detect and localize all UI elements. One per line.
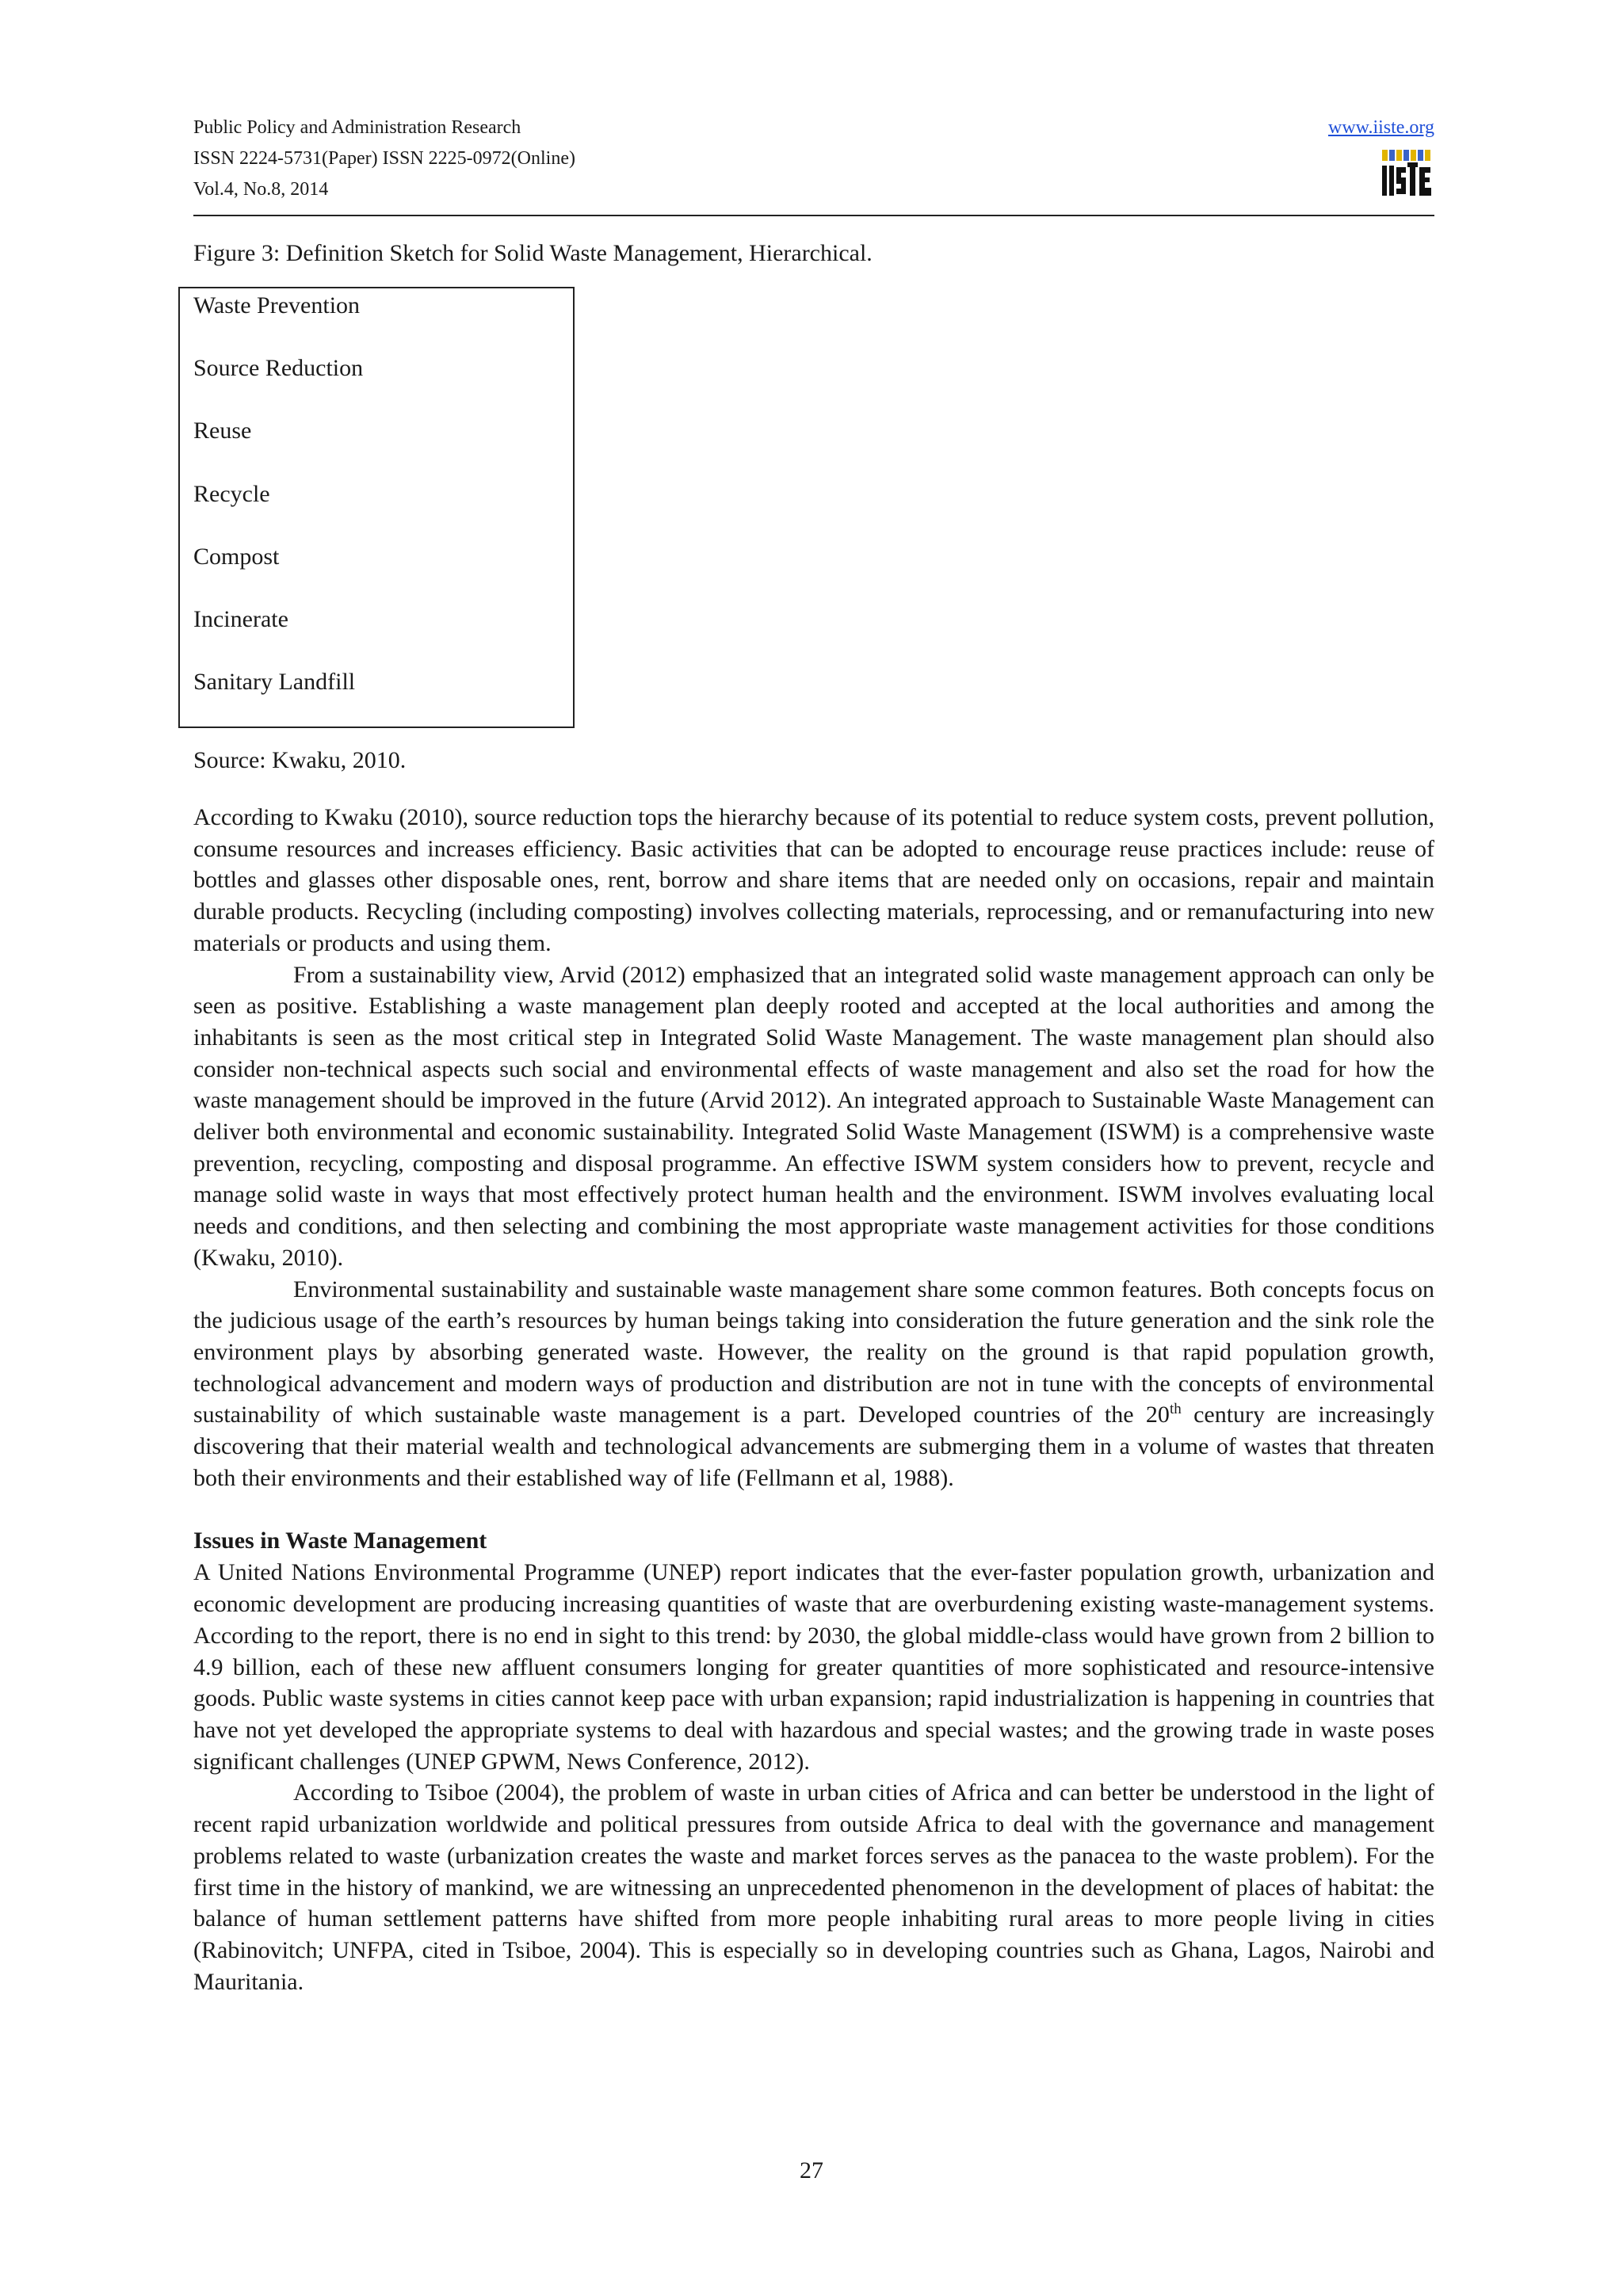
- hierarchy-box: [178, 287, 575, 728]
- paragraph: From a sustainability view, Arvid (2012) emphasized that an integrated solid waste management approach can only be seen as positive. Establishing a waste management plan deeply rooted and accepted at the local authorities and among the inhabitants is seen as the most critical step in Integrated Solid Waste Management. The waste management plan should also consider non-technical aspects such social and environmental effects of waste management and also set the road for how the waste management should be improved in the future (Arvid 2012). An integrated approach to Sustainable Waste Management can deliver both environmental and economic sustainability. Integrated Solid Waste Management (ISWM) is a comprehensive waste prevention, recycling, composting and disposal programme. An effective ISWM system considers how to prevent, recycle and manage solid waste in ways that most effectively protect human health and the environment. ISWM involves evaluating local needs and conditions, and then selecting and combining the most appropriate waste management activities for those conditions (Kwaku, 2010).: [193, 961, 1434, 1271]
- paragraph-text: century are increasingly discovering that their material wealth and technological advancements are submerging them in a volume of wastes that threaten both their environments and their established way of life (Fellmann et al, 1988).: [193, 1402, 1435, 1491]
- superscript: th: [1169, 1401, 1182, 1418]
- hierarchy-item: Reuse: [193, 418, 252, 444]
- figure-source: Source: Kwaku, 2010.: [193, 747, 407, 773]
- issn-line: ISSN 2224-5731(Paper) ISSN 2225-0972(Online): [193, 148, 575, 169]
- body-text: [193, 802, 1434, 1997]
- iiste-logo-icon: [1381, 148, 1434, 199]
- hierarchy-item: Sanitary Landfill: [193, 669, 356, 695]
- website-link[interactable]: www.iiste.org: [1328, 117, 1434, 138]
- paragraph: A United Nations Environmental Programme (UNEP) report indicates that the ever-faster population growth, urbanization and economic development are producing increasing quantities of waste that are overburdening existing waste-management systems. According to the report, there is no end in sight to this trend: by 2030, the global middle-class would have grown from 2 billion to 4.9 billion, each of these new affluent consumers longing for greater quantities of more sophisticated and resource-intensive goods. Public waste systems in cities cannot keep pace with urban expansion; rapid industrialization is happening in countries that have not yet developed the appropriate systems to deal with hazardous and special wastes; and the growing trade in waste poses significant challenges (UNEP GPWM, News Conference, 2012).: [193, 1559, 1434, 1775]
- paragraph-text: Environmental sustainability and sustainable waste management share some common features. Both concepts focus on the judicious usage of the earth’s resources by human beings taking into consideration the future generation and the sink role the environment plays by absorbing generated waste. However, the reality on the ground is that rapid population growth, technological advancement and modern ways of production and distribution are not in tune with the concepts of environmental sustainability of which sustainable waste management is a part. Developed countries of the 20: [193, 1276, 1434, 1428]
- journal-title: Public Policy and Administration Research: [193, 117, 521, 138]
- section-heading: Issues in Waste Management: [193, 1527, 487, 1554]
- paragraph: According to Tsiboe (2004), the problem of waste in urban cities of Africa and can better be understood in the light of recent rapid urbanization worldwide and political pressures from outside Africa to deal with the governance and management problems related to waste (urbanization creates the waste and market forces serves as the panacea to the waste problem). For the first time in the history of mankind, we are witnessing an unprecedented phenomenon in the development of places of habitat: the balance of human settlement patterns have shifted from more people inhabiting rural areas to more people living in cities (Rabinovitch; UNFPA, cited in Tsiboe, 2004). This is especially so in developing countries such as Ghana, Lagos, Nairobi and Mauritania.: [193, 1779, 1434, 1995]
- figure-caption: Figure 3: Definition Sketch for Solid Waste Management, Hierarchical.: [193, 240, 873, 266]
- volume-line: Vol.4, No.8, 2014: [193, 179, 329, 200]
- hierarchy-item: Incinerate: [193, 606, 288, 632]
- journal-meta: [193, 113, 575, 205]
- hierarchy-item: Source Reduction: [193, 355, 364, 381]
- hierarchy-item: Recycle: [193, 481, 270, 507]
- hierarchy-item: Waste Prevention: [193, 292, 361, 318]
- page-number: 27: [800, 2157, 823, 2183]
- paragraph: [193, 1274, 1434, 1494]
- paragraph: According to Kwaku (2010), source reduction tops the hierarchy because of its potential to reduce system costs, prevent pollution, consume resources and increases efficiency. Basic activities that can be adopted to encourage reuse practices include: reuse of bottles and glasses other disposable ones, rent, borrow and share items that are needed only on occasions, repair and maintain durable products. Recycling (including composting) involves collecting materials, reprocessing, and or remanufacturing into new materials or products and using them.: [193, 804, 1434, 956]
- hierarchy-item: Compost: [193, 543, 280, 570]
- page-header: [193, 113, 1434, 212]
- header-divider: [193, 215, 1434, 216]
